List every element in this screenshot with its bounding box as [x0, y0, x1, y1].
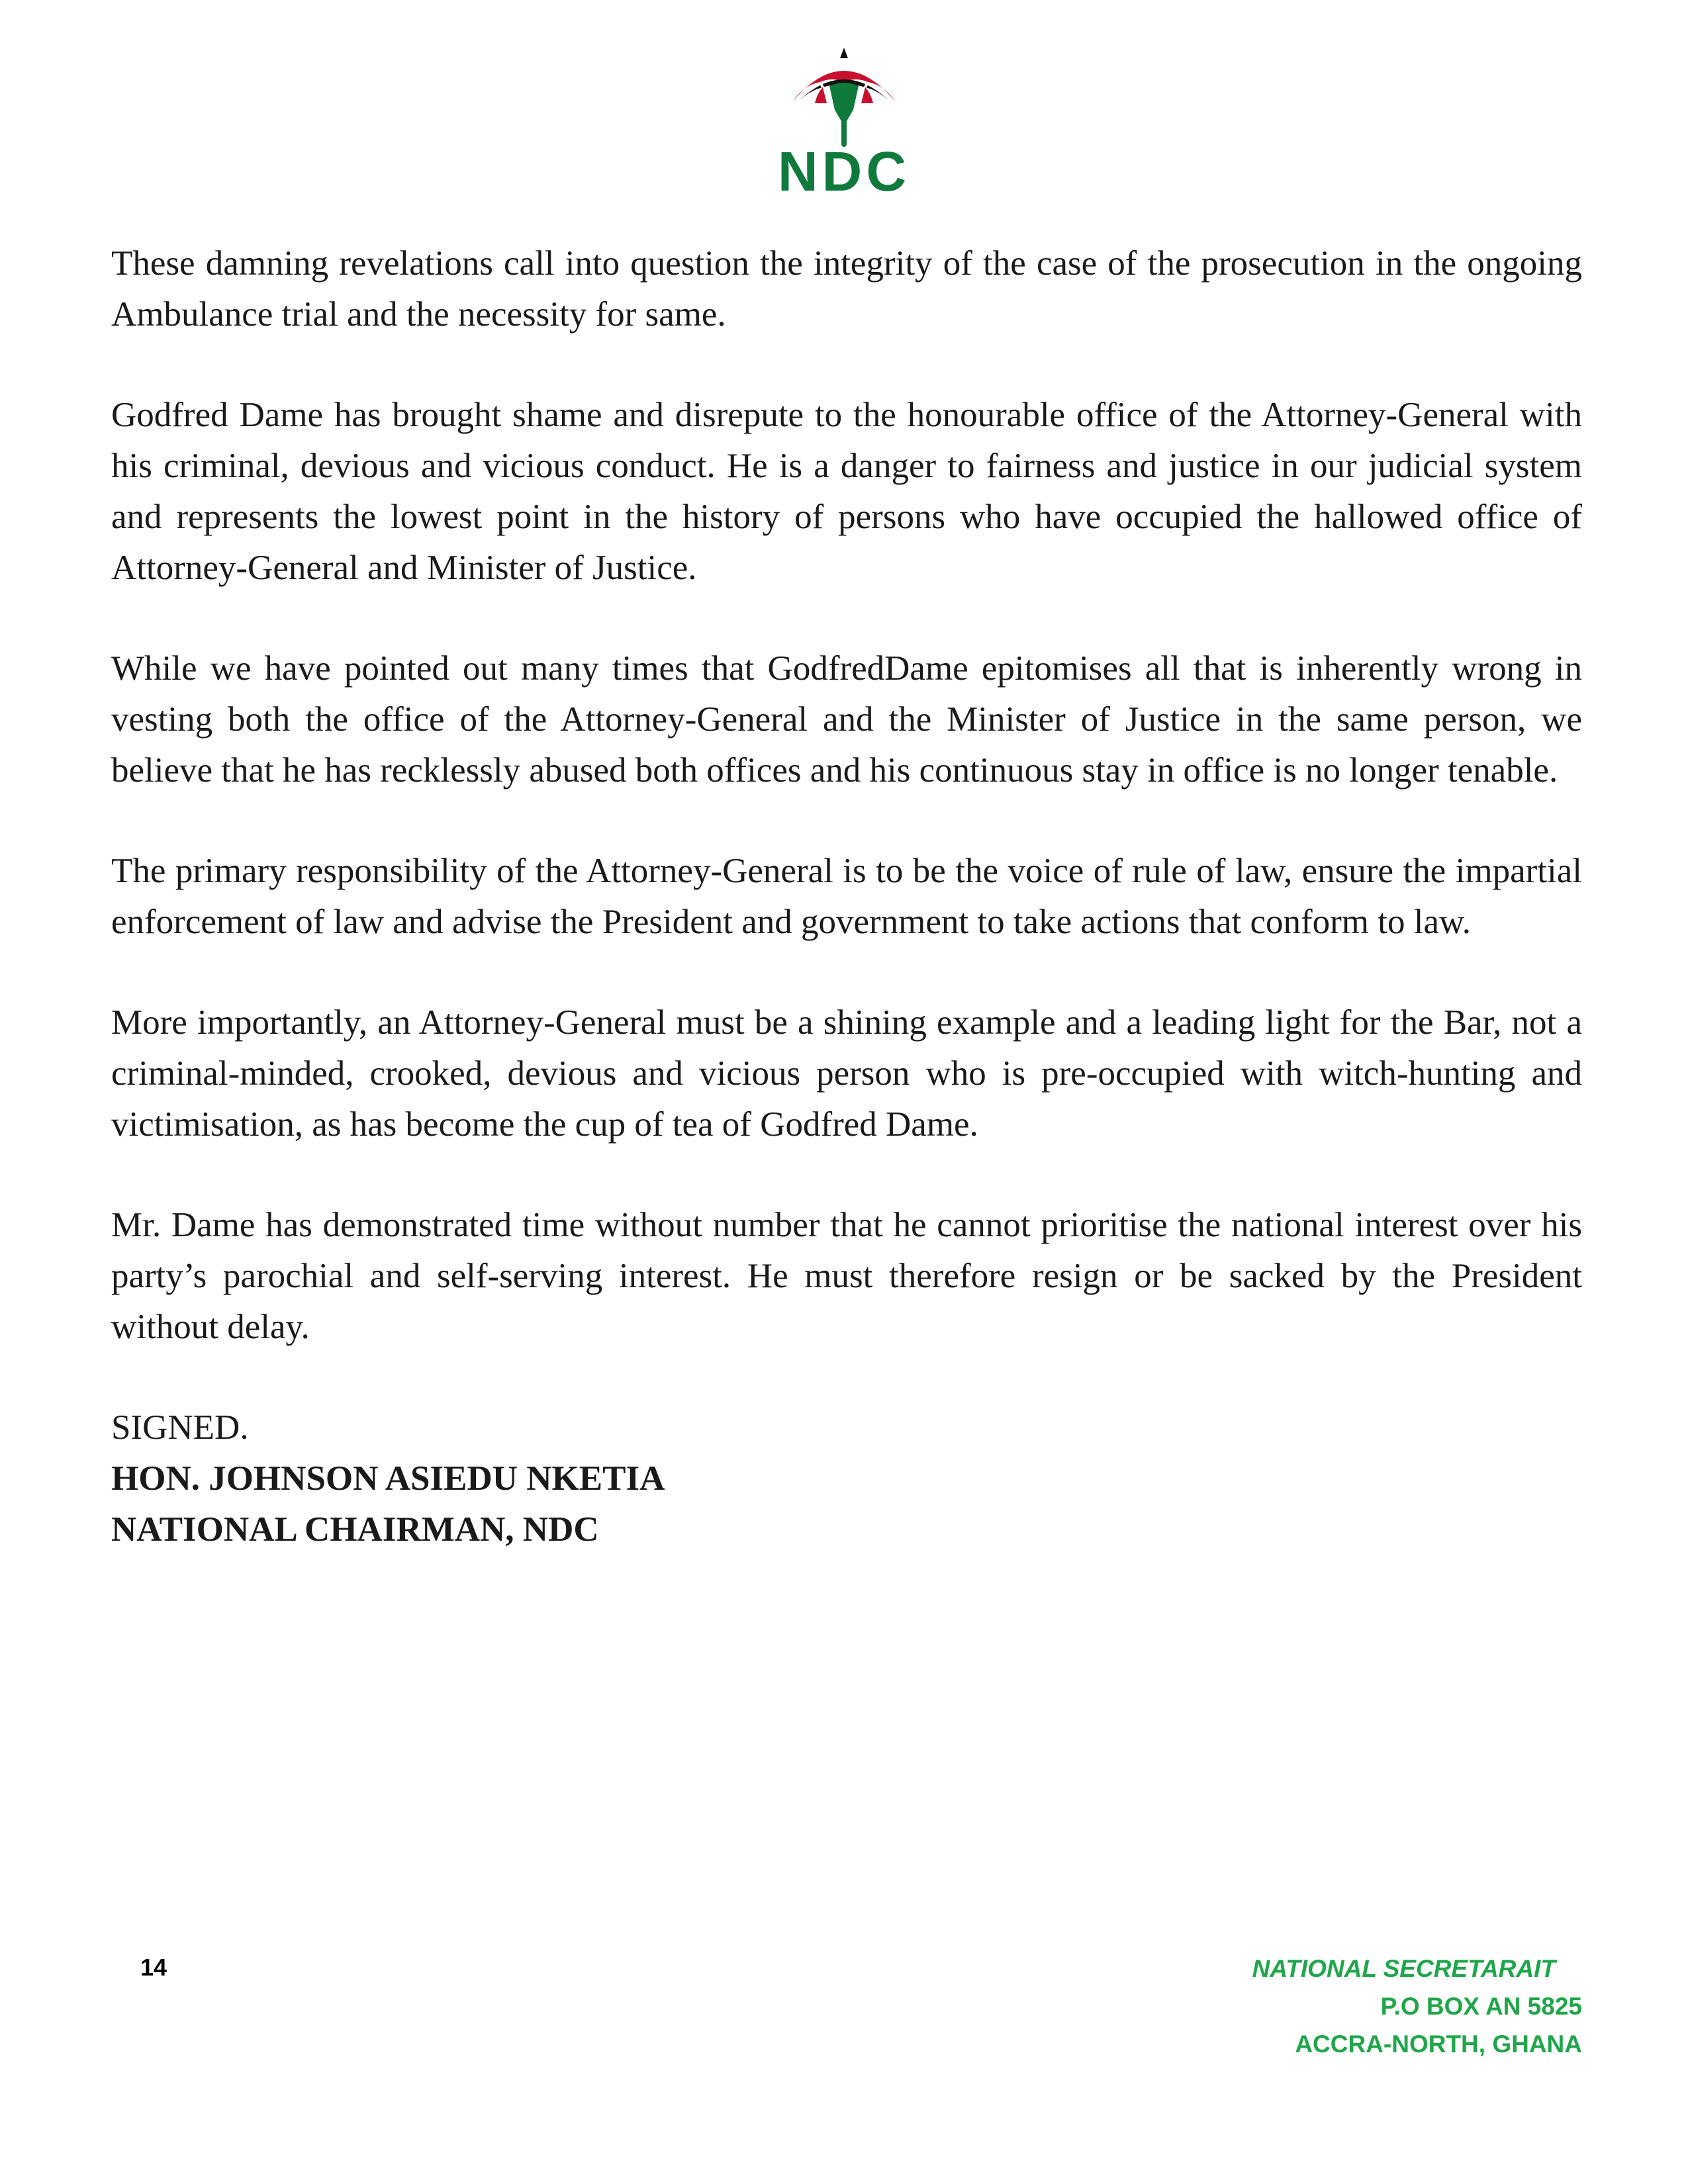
paragraph: These damning revelations call into question the integrity of the case of the prosecution in the ongoing Ambulance trial and the necessity for same.: [111, 244, 1582, 334]
signed-label: SIGNED.: [111, 1408, 249, 1447]
paragraph: While we have pointed out many times that GodfredDame epitomises all that is inherently wrong in vesting both the office of the Attorney-General and the Minister of Justice in the same person, we believe that he has recklessly abused both offices and his continuous stay in office is no longer tenable.: [111, 649, 1582, 790]
paragraph: The primary responsibility of the Attorney-General is to be the voice of rule of law, ensure the impartial enforcement of law and advise the President and government to take actions that conform to law.: [111, 852, 1582, 941]
letter-body: [111, 238, 1582, 1555]
paragraph: Mr. Dame has demonstrated time without number that he cannot prioritise the national interest over his party’s parochial and self-serving interest. He must therefore resign or be sacked by the President without delay.: [111, 1206, 1582, 1346]
address-line-3: ACCRA-NORTH, GHANA: [1295, 2030, 1582, 2058]
signature-block: [111, 1402, 1582, 1555]
umbrella-icon: [751, 44, 937, 196]
signatory-name: HON. JOHNSON ASIEDU NKETIA: [111, 1459, 665, 1498]
signatory-title: NATIONAL CHAIRMAN, NDC: [111, 1510, 599, 1549]
logo-text: NDC: [778, 140, 910, 196]
address-line-2: P.O BOX AN 5825: [1380, 1993, 1582, 2020]
paragraph: More importantly, an Attorney-General must be a shining example and a leading light for the Bar, not a criminal-minded, crooked, devious and vicious person who is pre-occupied with witch-hunting and victimisation, as has become the cup of tea of Godfred Dame.: [111, 1003, 1582, 1144]
ndc-logo: [751, 44, 937, 196]
page-number: 14: [140, 1954, 167, 1981]
address-line-1: NATIONAL SECRETARAIT: [1252, 1955, 1556, 1982]
footer-address: [1119, 1950, 1582, 2063]
paragraph: Godfred Dame has brought shame and disrepute to the honourable office of the Attorney-General with his criminal, devious and vicious conduct. He is a danger to fairness and justice in our judicial system and represents the lowest point in the history of persons who have occupied the hallowed office of Attorney-General and Minister of Justice.: [111, 396, 1582, 587]
